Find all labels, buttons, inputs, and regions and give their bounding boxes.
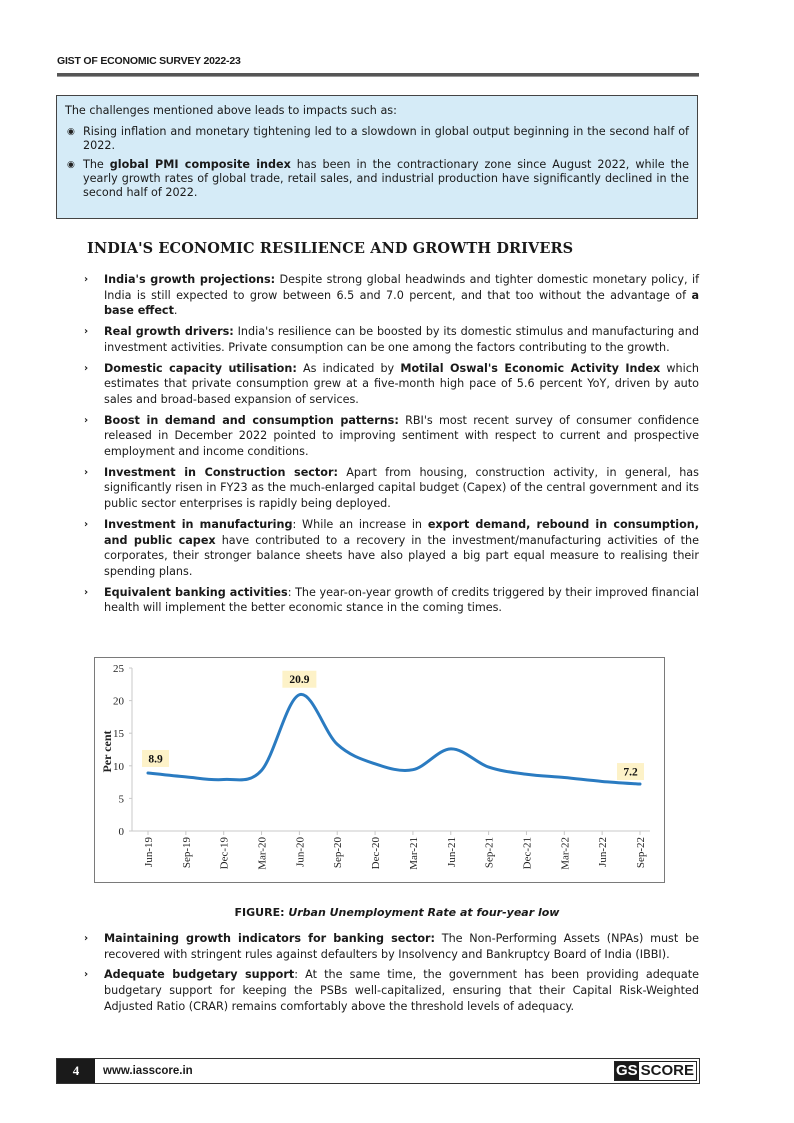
y-tick-label: 5 — [118, 793, 124, 806]
list-item: › India's growth projections: Despite strong global headwinds and tighter domestic monetary policy, if India is still expected to grow between 6.5 and 7.0 percent, and that too without the advantage of a base effect. — [84, 273, 700, 318]
callout-intro: The challenges mentioned above leads to impacts such as: — [65, 104, 397, 117]
arrow-right-icon: › — [84, 969, 89, 981]
callout-list — [65, 125, 689, 200]
arrow-right-icon: › — [84, 414, 89, 426]
page-header — [57, 55, 699, 77]
arrow-right-icon: › — [84, 274, 89, 285]
chart-canvas — [95, 658, 666, 884]
callout-box — [56, 95, 698, 219]
callout-item: ◉ Rising inflation and monetary tightening led to a slowdown in global output beginning in the second half of 2022. — [67, 125, 689, 152]
list-item: › Adequate budgetary support: At the same time, the government has been providing adequate budgetary support for keeping the PSBs well-capitalized, ensuring that their Capital Risk-Weighted Adjusted Ratio (CRAR) remains comfortably above the threshold levels of adequacy. — [84, 968, 699, 1013]
series-line — [148, 694, 640, 784]
x-tick-label: Dec-21 — [521, 837, 534, 870]
x-tick-label: Jun-22 — [597, 837, 610, 867]
list-item: › Investment in manufacturing: While an increase in export demand, rebound in consumption, and public capex have contributed to a recovery in the investment/manufacturing activities of the corporates, their stronger balance sheets have also played a big part equal measure to realising their spending plans. — [84, 517, 699, 578]
data-label: 8.9 — [148, 753, 163, 766]
header-title: GIST OF ECONOMIC SURVEY 2022-23 — [57, 55, 241, 67]
x-tick-label: Sep-22 — [635, 837, 647, 869]
header-rule — [57, 73, 699, 77]
figure-title: Urban Unemployment Rate at four-year low — [288, 906, 560, 919]
callout-item: ◉ The global PMI composite index has been in the contractionary zone since August 2022, while the yearly growth rates of global trade, retail sales, and industrial production have significantly declined in the second half of 2022. — [67, 158, 690, 199]
circle-dot-icon: ◉ — [67, 127, 75, 137]
figure-caption — [0, 906, 794, 919]
y-axis-label: Per cent — [100, 730, 114, 773]
arrow-right-icon: › — [84, 586, 89, 598]
arrow-right-icon: › — [84, 362, 89, 374]
list-item: › Equivalent banking activities: The year-on-year growth of credits triggered by their improved financial health will implement the better economic stance in the coming times. — [84, 585, 699, 615]
x-tick-label: Mar-21 — [407, 837, 420, 870]
x-tick-label: Dec-19 — [218, 837, 231, 870]
x-tick-label: Mar-20 — [256, 837, 269, 870]
list-item: › Real growth drivers: India's resilience can be boosted by its domestic stimulus and manufacturing and investment activities. Private consumption can be one among the factors contributing to the growth. — [84, 325, 699, 354]
x-tick-label: Sep-19 — [180, 837, 193, 869]
gsscore-logo — [614, 1061, 697, 1081]
list-item: › Boost in demand and consumption patterns: RBI's most recent survey of consumer confidence released in December 2022 pointed to improving sentiment with respect to current and prospective employment and income conditions. — [84, 413, 699, 459]
section-title: INDIA'S ECONOMIC RESILIENCE AND GROWTH DRIVERS — [87, 240, 574, 257]
x-tick-label: Mar-22 — [559, 837, 572, 870]
page-number: 4 — [57, 1059, 95, 1083]
list-item: › Maintaining growth indicators for banking sector: The Non-Performing Assets (NPAs) must be recovered with stringent rules against defaulters by Insolvency and Bankruptcy Board of India (IBBI). — [84, 932, 699, 961]
figure-prefix: FIGURE: — [234, 906, 289, 919]
x-tick-label: Jun-19 — [143, 837, 155, 867]
y-tick-label: 25 — [113, 663, 124, 675]
unemployment-line-chart — [94, 657, 665, 883]
x-tick-label: Sep-20 — [332, 837, 345, 869]
y-tick-label: 0 — [118, 826, 124, 838]
arrow-right-icon: › — [84, 933, 89, 944]
arrow-right-icon: › — [84, 466, 89, 478]
y-tick-label: 10 — [113, 760, 124, 773]
banking-list — [84, 931, 699, 1020]
logo-gs: GS — [615, 1062, 638, 1079]
list-item: › Domestic capacity utilisation: As indicated by Motilal Oswal's Economic Activity Index which estimates that private consumption grew at a five-month high pace of 5.6 percent YoY, driven by auto sales and broad-based expansion of services. — [84, 361, 699, 406]
x-tick-label: Sep-21 — [483, 837, 496, 869]
x-tick-label: Dec-20 — [370, 837, 383, 870]
y-tick-label: 20 — [113, 695, 124, 708]
growth-drivers-list — [84, 272, 699, 621]
arrow-right-icon: › — [84, 326, 89, 338]
data-label: 7.2 — [623, 766, 638, 779]
website-link[interactable]: www.iasscore.in — [103, 1065, 193, 1077]
circle-dot-icon: ◉ — [67, 160, 75, 170]
x-tick-label: Jun-20 — [294, 837, 307, 867]
arrow-right-icon: › — [84, 518, 89, 530]
logo-score: SCORE — [640, 1062, 694, 1079]
y-tick-label: 15 — [113, 728, 124, 741]
list-item: › Investment in Construction sector: Apart from housing, construction activity, in general, has significantly risen in FY23 as the much-enlarged capital budget (Capex) of the central government and its public sector enterprises is rapidly being deployed. — [84, 465, 699, 511]
page-footer — [56, 1058, 700, 1084]
x-tick-label: Jun-21 — [445, 837, 458, 867]
data-label: 20.9 — [289, 674, 310, 687]
